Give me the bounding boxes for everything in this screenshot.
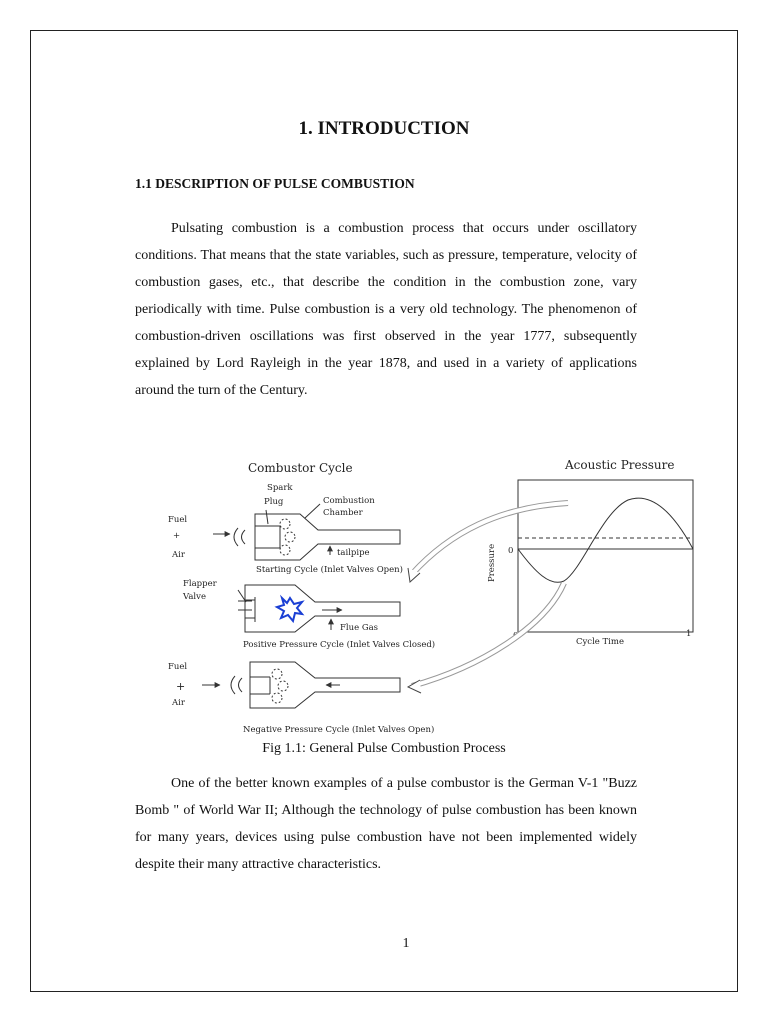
air-label-1: Air (172, 550, 185, 560)
explosion-icon (277, 598, 302, 621)
air-label-2: Air (172, 698, 185, 708)
valve-label: Valve (183, 592, 206, 602)
acoustic-pressure-title: Acoustic Pressure (565, 458, 675, 472)
section-heading: 1.1 DESCRIPTION OF PULSE COMBUSTION (135, 176, 415, 191)
negative-cycle-label: Negative Pressure Cycle (Inlet Valves Open) (243, 725, 435, 735)
second-paragraph-text: One of the better known examples of a pulse combustor is the German V-1 "Buzz Bomb " of World War II; Although the technology of pulse combustion has been known for many years, devices using pulse combustion have not been implemented widely despite their many attractive characteristics. (135, 776, 637, 872)
intro-paragraph (135, 215, 637, 404)
figure-caption: Fig 1.1: General Pulse Combustion Process (262, 741, 506, 756)
flapper-label: Flapper (183, 579, 217, 589)
flue-gas-label: Flue Gas (340, 623, 379, 633)
fuel-label-1: Fuel (168, 515, 188, 525)
plus-label-2: + (176, 680, 186, 693)
pressure-axis-label: Pressure (487, 543, 497, 582)
plus-label-1: + (173, 531, 181, 541)
combustion-label: Combustion (323, 496, 375, 506)
negative-cycle-combustor (202, 662, 400, 708)
cycle-time-label: Cycle Time (576, 637, 624, 647)
figure-diagram (150, 452, 710, 742)
pressure-zero-label: 0 (508, 546, 514, 556)
positive-cycle-label: Positive Pressure Cycle (Inlet Valves Closed) (243, 640, 436, 650)
intro-paragraph-text: Pulsating combustion is a combustion process that occurs under oscillatory conditions. That means that the state variables, such as pressure, temperature, velocity of combustion gases, etc., that describe the condition in the combustion zone, vary periodically with time. Pulse combustion is a very old technology. The phenomenon of combustion-driven oscillations was first observed in the year 1777, subsequently explained by Lord Rayleigh in the year 1878, and used in a variety of applications around the turn of the Century. (135, 221, 637, 398)
spark-label: Spark (267, 483, 293, 493)
page-number: 1 (402, 936, 410, 951)
tailpipe-label: tailpipe (337, 548, 370, 558)
chapter-title: 1. INTRODUCTION (298, 118, 470, 139)
time-zero-label: 0 (513, 631, 519, 641)
plug-label: Plug (264, 497, 284, 507)
starting-cycle-combustor (213, 504, 400, 560)
starting-cycle-label: Starting Cycle (Inlet Valves Open) (256, 565, 403, 575)
cycle-arrows (408, 503, 568, 693)
second-paragraph (135, 770, 637, 878)
fuel-label-2: Fuel (168, 662, 188, 672)
combustor-cycle-title: Combustor Cycle (248, 461, 353, 475)
chamber-label: Chamber (323, 508, 363, 518)
time-one-label: 1 (686, 629, 692, 639)
pulse-combustion-figure (150, 452, 710, 742)
